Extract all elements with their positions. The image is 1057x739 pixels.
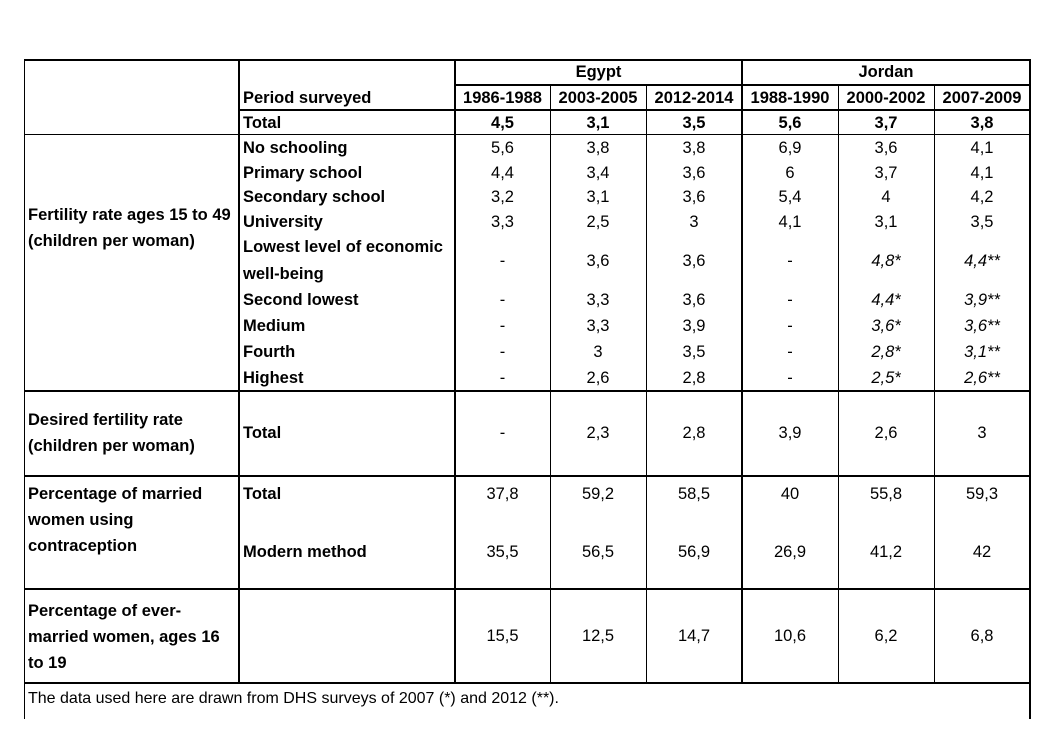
data-cell: 3,3 [491,213,514,231]
data-cell: - [787,291,793,309]
period-header: 1986-1988 [463,89,542,107]
data-cell: 6,8 [970,627,994,645]
row-label-primary-school: Primary school [243,164,363,182]
left-border [24,59,25,684]
data-cell: 4,4 [491,164,514,182]
data-cell: 2,6 [874,424,898,442]
data-cell: 2,5 [586,213,610,231]
data-cell: 15,5 [486,627,519,645]
data-cell: 4,8* [871,252,901,270]
data-cell: 3,7 [874,114,898,132]
data-cell: 4,2 [970,188,994,206]
data-cell: 3,9 [682,317,706,335]
data-cell: 2,6** [964,369,1000,387]
data-cell: 55,8 [869,485,903,503]
data-cell: 40 [780,485,800,503]
data-cell: 35,5 [486,543,519,561]
data-cell: 5,6 [778,114,802,132]
data-cell: 3,6 [586,252,610,270]
data-cell: - [787,369,793,387]
data-cell: 59,2 [581,485,615,503]
row-label-highest: Highest [243,369,304,387]
data-cell: 3,5 [682,343,706,361]
ever-married-group-border [24,682,1031,684]
data-cell: 2,6 [586,369,610,387]
data-cell: - [499,317,506,335]
data-cell: - [499,343,506,361]
data-cell: 6,9 [778,139,802,157]
data-cell: 3,4 [586,164,610,182]
data-cell: 3,8 [970,114,994,132]
data-cell: - [499,369,506,387]
data-cell: 6,2 [874,627,898,645]
data-cell: 2,8* [871,343,901,361]
group-label-ever-married: Percentage of ever-married women, ages 16 to 19 [28,602,220,672]
row-label-no-schooling: No schooling [243,139,348,157]
data-cell: 3,9** [964,291,1000,309]
period-header: 1988-1990 [750,89,830,107]
data-cell: 4,4* [871,291,901,309]
period-header: 2007-2009 [942,89,1022,107]
data-cell: 3,6 [682,252,706,270]
data-cell: 3,9 [778,424,802,442]
row-label-total: Total [243,424,282,442]
data-cell: 2,8 [682,369,706,387]
data-cell: 3 [689,213,699,231]
data-cell: 3,6 [874,139,898,157]
data-cell: - [787,252,793,270]
data-cell: 6 [785,164,795,182]
data-cell: 4,1 [970,164,994,182]
data-cell: 4 [881,188,891,206]
data-cell: 4,4** [964,252,1000,270]
data-cell: - [499,252,506,270]
row-label-fourth: Fourth [243,343,296,361]
data-cell: 3,8 [682,139,706,157]
data-cell: 37,8 [486,485,519,503]
data-cell: 3,6 [682,164,706,182]
data-cell: 3,2 [491,188,514,206]
period-header: 2012-2014 [654,89,734,107]
data-cell: 3,6 [682,291,706,309]
data-cell: 3,8 [586,139,610,157]
row-label-total: Total [243,485,282,503]
contraception-group-border [24,588,1031,590]
data-cell: 14,7 [677,627,711,645]
data-cell: 3,1 [586,188,610,206]
data-cell: 5,4 [778,188,802,206]
period-surveyed-label: Period surveyed [243,89,372,107]
data-cell: 4,1 [970,139,994,157]
data-cell: 56,5 [581,543,615,561]
data-cell: - [499,424,506,442]
data-cell: 5,6 [491,139,514,157]
footnote-left-border [24,684,25,719]
data-cell: 3,6* [871,317,901,335]
data-cell: 58,5 [677,485,711,503]
data-cell: 4,1 [778,213,802,231]
data-cell: 3,1** [964,343,1000,361]
data-cell: 59,3 [965,485,999,503]
data-cell: 2,5* [871,369,901,387]
data-cell: 3 [977,424,987,442]
period-header: 2003-2005 [558,89,638,107]
group-label-desired-fertility: Desired fertility rate (children per woman) [28,411,195,455]
data-cell: 3,5 [970,213,994,231]
row-label-university: University [243,213,323,231]
data-cell: 56,9 [677,543,711,561]
group-label-contraception: Percentage of married women using contraception [28,485,203,555]
data-cell: 3 [593,343,603,361]
data-cell: 12,5 [581,627,615,645]
row-label-lowest-level-of-economic-well-being: Lowest level of economic well-being [243,238,443,283]
data-cell: 3,7 [874,164,898,182]
data-cell: 3,3 [586,317,610,335]
data-cell: 3,6 [682,188,706,206]
data-cell: 41,2 [869,543,903,561]
data-cell: 3,3 [586,291,610,309]
country-header-egypt: Egypt [575,63,622,81]
data-cell: 3,6** [964,317,1000,335]
data-cell: 42 [972,543,992,561]
footnote: The data used here are drawn from DHS surveys of 2007 (*) and 2012 (**). [28,690,559,707]
row-label-medium: Medium [243,317,306,335]
row-label-second-lowest: Second lowest [243,291,359,309]
data-cell: 3,5 [682,114,706,132]
data-cell: 3,1 [874,213,898,231]
row-label-total: Total [243,114,282,132]
country-header-jordan: Jordan [858,63,914,81]
data-cell: 3,1 [586,114,610,132]
row-label-modern-method: Modern method [243,543,367,561]
data-cell: - [787,317,793,335]
data-cell: 2,8 [682,424,706,442]
data-cell: - [787,343,793,361]
desired-group-border [24,475,1031,477]
data-cell: 26,9 [773,543,807,561]
data-cell: - [499,291,506,309]
data-cell: 2,3 [586,424,610,442]
period-header: 2000-2002 [846,89,926,107]
label-column-border [238,59,240,684]
data-cell: 4,5 [491,114,514,132]
group-label-fertility: Fertility rate ages 15 to 49 (children per woman) [28,206,231,250]
row-label-secondary-school: Secondary school [243,188,386,206]
data-cell: 10,6 [773,627,807,645]
